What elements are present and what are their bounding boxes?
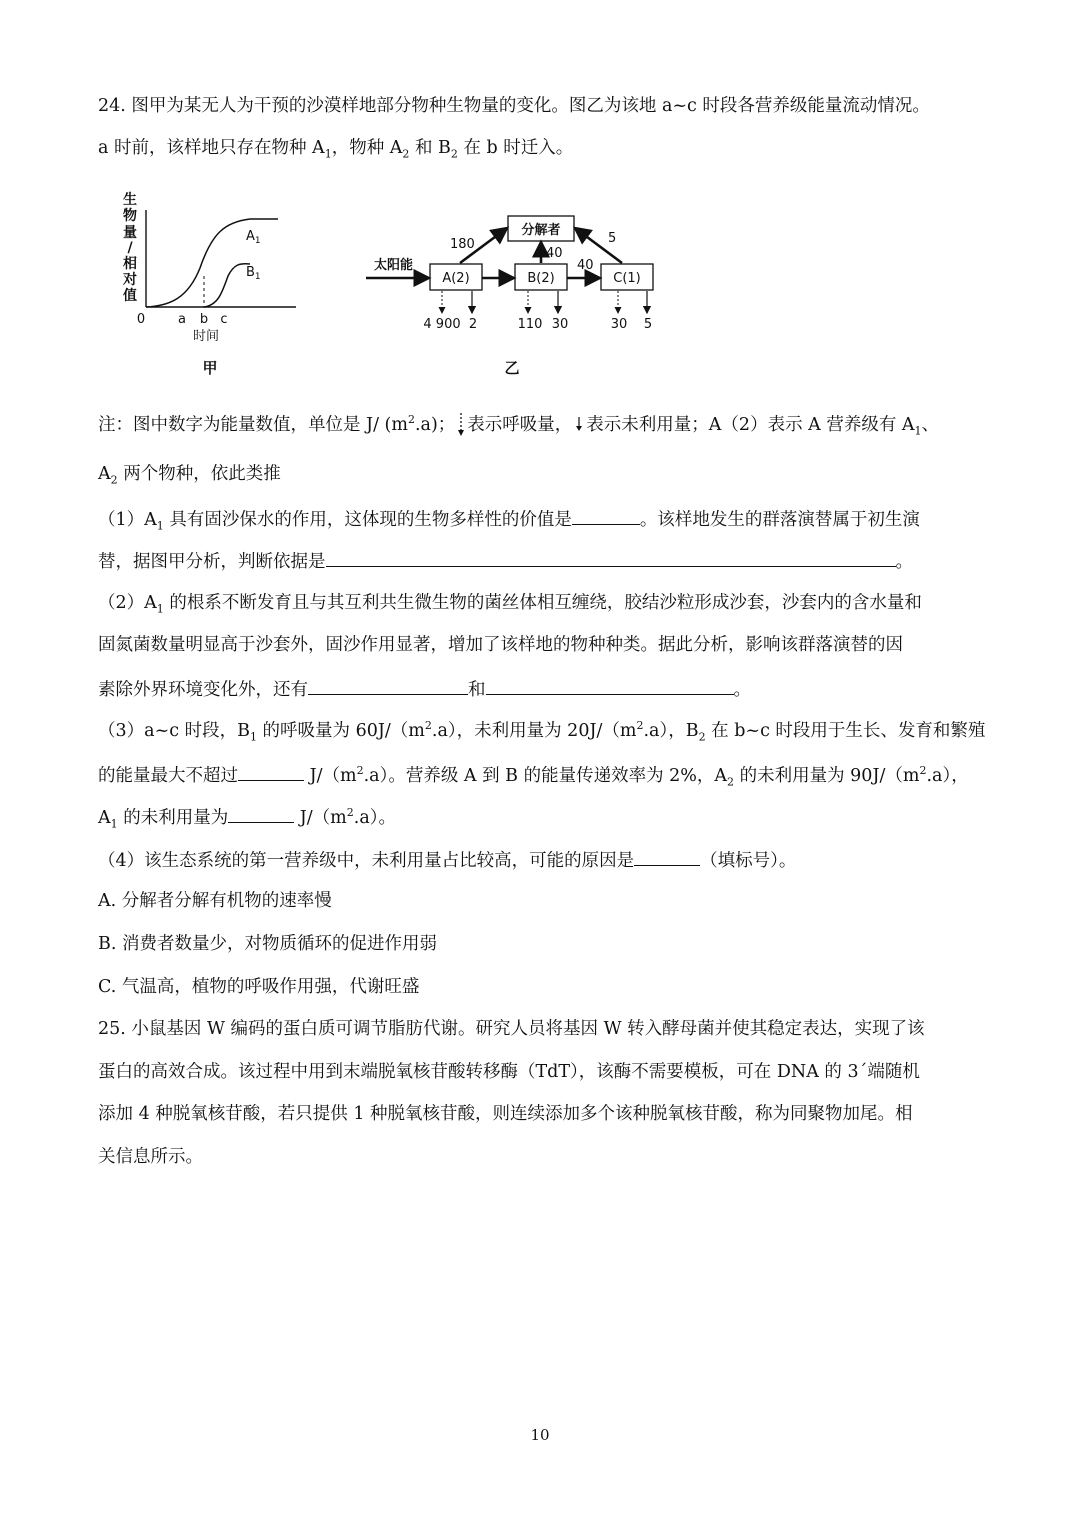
q3-line3: $A_1$ 的未利用量为 $J/(m^2.a)$。 <box>98 804 988 830</box>
value-2: 2 <box>468 317 478 332</box>
value-180: 180 <box>450 237 475 252</box>
node-a-label: A(2) <box>442 271 470 286</box>
value-30-c: 30 <box>610 317 628 332</box>
value-4900: 4 900 <box>423 317 461 332</box>
x-axis-label: 时间 <box>192 329 220 344</box>
svg-text:对: 对 <box>123 272 137 288</box>
answer-blank[interactable] <box>572 506 640 525</box>
q4-option-a: A. 分解者分解有机物的速率慢 <box>98 891 332 911</box>
curve-a1 <box>146 219 278 307</box>
node-b-label: B(2) <box>527 271 555 286</box>
figure-yi <box>360 205 680 383</box>
q25-line1: 25. 小鼠基因 W 编码的蛋白质可调节脂肪代谢。研究人员将基因 W 转入酵母菌并使其稳定表达，实现了该 <box>98 1019 925 1039</box>
q25-line3: 添加 4 种脱氧核苷酸，若只提供 1 种脱氧核苷酸，则连续添加多个该种脱氧核苷酸，称为同聚物加尾。相 <box>98 1104 913 1124</box>
dashed-arrow-icon <box>457 412 465 438</box>
decomposer-label: 分解者 <box>521 223 561 238</box>
q24-line2: a 时前，该样地只存在物种 $A_1$，物种 $A_2$ 和 $B_2$ 在 b 时迁入。 <box>98 138 574 161</box>
answer-blank[interactable] <box>486 676 734 695</box>
q3-line2: 的能量最大不超过 $J/(m^2.a)$。营养级 A 到 B 的能量传递效率为 2%，$A_2$ 的未利用量为 $90J/(m^2.a)$， <box>98 762 988 788</box>
solid-arrow-icon <box>575 415 583 433</box>
q4-option-b: B. 消费者数量少，对物质循环的促进作用弱 <box>98 934 437 954</box>
answer-blank[interactable] <box>228 804 294 823</box>
q4-stem: （4）该生态系统的第一营养级中，未利用量占比较高，可能的原因是 （填标号）。 <box>98 847 988 873</box>
answer-blank[interactable] <box>238 762 304 781</box>
node-c-label: C(1) <box>613 271 641 286</box>
value-110: 110 <box>517 317 543 332</box>
q1-line2: 替，据图甲分析，判断依据是 。 <box>98 548 988 574</box>
svg-text:量: 量 <box>123 225 137 241</box>
svg-text:生: 生 <box>123 192 137 208</box>
curve-a1-label: $A_1$ <box>246 229 261 246</box>
q25-line2: 蛋白的高效合成。该过程中用到末端脱氧核苷酸转移酶（TdT），该酶不需要模板，可在 DNA 的 3´端随机 <box>98 1062 920 1082</box>
answer-blank[interactable] <box>308 676 468 695</box>
sun-energy-label: 太阳能 <box>374 258 414 273</box>
caption-jia: 甲 <box>202 359 218 377</box>
note-line1: 注：图中数字为能量数值，单位是 J/ $(m^2.a)$； 表示呼吸量， 表示未利用量；A（2）表示 A 营养级有 $A_1$、 <box>98 413 940 438</box>
answer-blank[interactable] <box>634 847 700 866</box>
value-5-decomposer: 5 <box>608 231 617 246</box>
y-axis-label <box>122 191 137 304</box>
caption-yi: 乙 <box>504 359 520 377</box>
value-5-c: 5 <box>643 317 653 332</box>
tick-a: a <box>178 312 186 327</box>
origin-label: 0 <box>136 312 146 327</box>
value-40-bc: 40 <box>577 258 594 273</box>
q25-line4: 关信息所示。 <box>98 1147 203 1167</box>
curve-b1-label: $B_1$ <box>246 265 261 282</box>
q2-line1: $(2)A_1$ 的根系不断发育且与其互利共生微生物的菌丝体相互缠绕，胶结沙粒形成沙套，沙套内的含水量和 <box>98 593 922 616</box>
svg-text:值: 值 <box>123 288 137 304</box>
q1-line1: $(1)A_1$ 具有固沙保水的作用，这体现的生物多样性的价值是 。该样地发生的群落演替属于初生演 <box>98 506 988 532</box>
q2-line2: 固氮菌数量明显高于沙套外，固沙作用显著，增加了该样地的物种种类。据此分析，影响该群落演替的因 <box>98 635 903 655</box>
tick-c: c <box>220 312 228 327</box>
tick-b: b <box>199 312 209 327</box>
svg-text:/: / <box>127 240 133 256</box>
svg-text:相: 相 <box>123 256 137 272</box>
q3-line1: （3）a~c 时段，$B_1$ 的呼吸量为 $60J/(m^2.a)$，未利用量为 $20J/(m^2.a)$，$B_2$ 在 b~c 时段用于生长、发育和繁殖 <box>98 719 986 744</box>
value-40-decomposer: 40 <box>546 246 563 261</box>
q2-line3: 素除外界环境变化外，还有 和 。 <box>98 676 988 702</box>
svg-text:物: 物 <box>123 208 137 224</box>
q4-option-c: C. 气温高，植物的呼吸作用强，代谢旺盛 <box>98 977 420 997</box>
curve-b1 <box>204 264 250 307</box>
note-line2: $A_2$ 两个物种，依此类推 <box>98 464 281 487</box>
value-30-b: 30 <box>551 317 569 332</box>
q24-line1: 24. 图甲为某无人为干预的沙漠样地部分物种生物量的变化。图乙为该地 a~c 时段各营养级能量流动情况。 <box>98 96 930 116</box>
answer-blank[interactable] <box>326 548 896 567</box>
page-number: 10 <box>530 1426 550 1444</box>
figure-jia <box>110 188 310 383</box>
